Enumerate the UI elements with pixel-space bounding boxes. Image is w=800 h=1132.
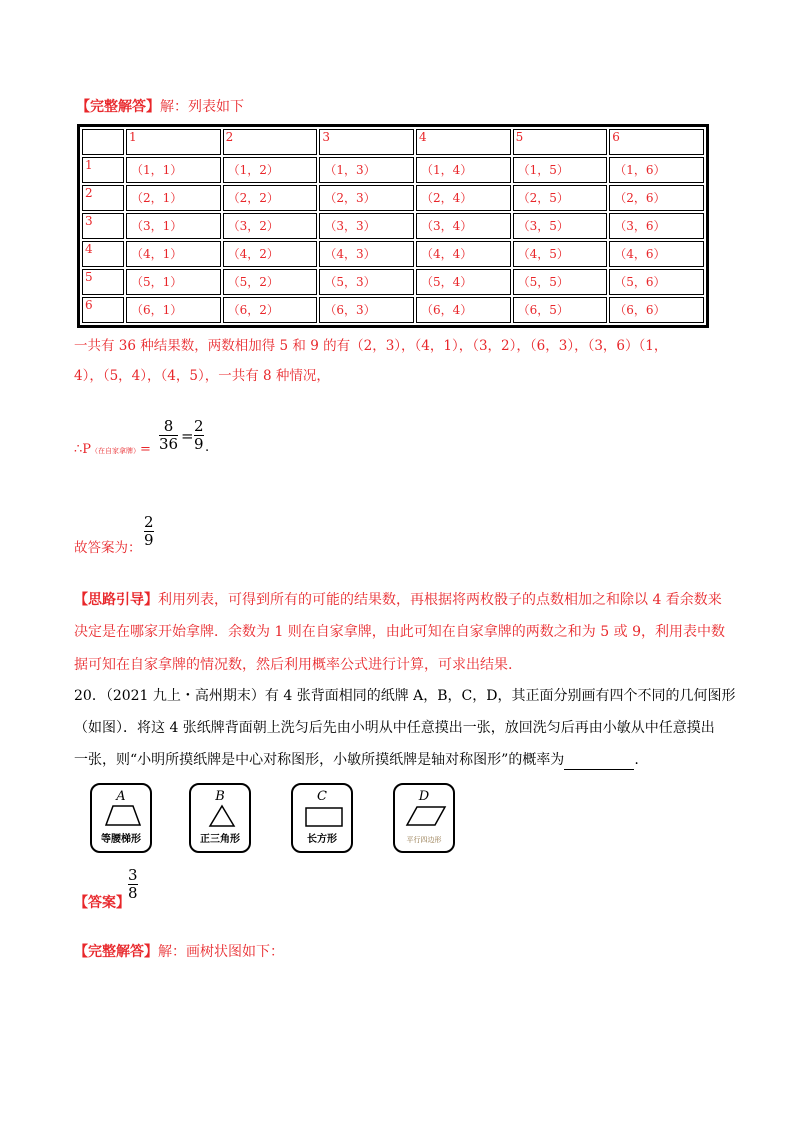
card-label: 等腰梯形	[101, 834, 141, 845]
table-cell: （1，1）	[126, 157, 221, 183]
table-cell: （3，1）	[126, 213, 221, 239]
result-line-2: 4），（5，4），（4，5），一共有 8 种情况，	[74, 368, 330, 384]
solution-2-text: 解：画树状图如下：	[158, 944, 284, 960]
card-b	[189, 783, 251, 853]
solution-heading	[76, 97, 244, 117]
parallelogram-icon	[395, 803, 457, 829]
probability-subscript: （在自家拿牌）	[91, 447, 141, 455]
dice-outcome-table	[77, 124, 709, 328]
table-row-header: 1	[82, 157, 124, 183]
table-cell: （6，5）	[513, 297, 608, 323]
fraction-denominator: 36	[159, 435, 179, 453]
probability-equals-2: =	[181, 427, 194, 445]
card-a	[90, 783, 152, 853]
table-cell: （2，4）	[416, 185, 511, 211]
table-header-cell: 4	[416, 129, 511, 155]
fraction-denominator: 9	[144, 531, 154, 549]
fraction-numerator: 3	[128, 866, 138, 884]
hint-text-1: 利用列表，可得到所有的可能的结果数，再根据将两枚骰子的点数相加之和除以 4 看余数来	[158, 592, 722, 608]
card-letter: D	[418, 789, 430, 804]
table-header-cell: 5	[513, 129, 608, 155]
table-cell: （5，6）	[609, 269, 704, 295]
question-20-line-2: （如图）．将这 4 张纸牌背面朝上洗匀后先由小明从中任意摸出一张，放回洗匀后再由小敏从中任意摸出	[74, 720, 715, 736]
result-line-1: 一共有 36 种结果数，两数相加得 5 和 9 的有（2，3），（4，1），（3，2），（6，3），（3，6）（1，	[74, 338, 668, 354]
solution-2-tag: 【完整解答】	[74, 944, 158, 960]
solution-intro: 解：列表如下	[160, 99, 244, 115]
card-c	[291, 783, 353, 853]
question-20-text-3: 一张，则“小明所摸纸牌是中心对称图形，小敏所摸纸牌是轴对称图形”的概率为	[74, 752, 565, 768]
table-header-cell: 3	[319, 129, 414, 155]
table-header-cell: 1	[126, 129, 221, 155]
probability-equals: =	[140, 442, 151, 457]
table-cell: （6，3）	[319, 297, 414, 323]
table-cell: （5，4）	[416, 269, 511, 295]
table-cell: （4，1）	[126, 241, 221, 267]
answer-blank	[564, 755, 634, 770]
fraction-numerator: 2	[194, 417, 204, 435]
table-header-cell	[82, 129, 124, 155]
card-label: 平行四边形	[406, 836, 442, 844]
probability-prefix	[74, 442, 151, 457]
answer-20-tag: 【答案】	[74, 895, 130, 911]
equilateral-triangle-icon	[191, 803, 253, 829]
table-row-header: 4	[82, 241, 124, 267]
fraction-numerator: 8	[163, 417, 174, 435]
table-cell: （5，5）	[513, 269, 608, 295]
table-row	[82, 297, 704, 323]
table-cell: （2，5）	[513, 185, 608, 211]
solution-tag: 【完整解答】	[76, 99, 160, 115]
hint-tag: 【思路引导】	[74, 592, 158, 608]
table-cell: （3，3）	[319, 213, 414, 239]
card-label: 长方形	[307, 834, 337, 845]
hint-line-3: 据可知在自家拿牌的情况数，然后利用概率公式进行计算，可求出结果.	[74, 657, 513, 673]
table-cell: （2，6）	[609, 185, 704, 211]
table-cell: （1，5）	[513, 157, 608, 183]
card-letter: B	[215, 789, 225, 804]
table-row	[82, 241, 704, 267]
table-cell: （6，1）	[126, 297, 221, 323]
table-row-header: 2	[82, 185, 124, 211]
table-cell: （5，1）	[126, 269, 221, 295]
table-cell: （4，4）	[416, 241, 511, 267]
table-cell: （4，5）	[513, 241, 608, 267]
table-header-row	[82, 129, 704, 155]
table-cell: （4，2）	[223, 241, 318, 267]
hint-line-1	[74, 590, 722, 610]
table-row-header: 3	[82, 213, 124, 239]
fraction-numerator: 2	[144, 513, 154, 531]
card-letter: A	[116, 789, 126, 804]
table-cell: （3，2）	[223, 213, 318, 239]
table-cell: （6，2）	[223, 297, 318, 323]
table-cell: （1，4）	[416, 157, 511, 183]
table-cell: （2，1）	[126, 185, 221, 211]
probability-p: ∴P	[74, 442, 92, 457]
probability-fraction-1	[159, 418, 178, 453]
table-cell: （1，6）	[609, 157, 704, 183]
table-row	[82, 213, 704, 239]
card-d	[393, 783, 455, 853]
table-cell: （2，3）	[319, 185, 414, 211]
table-cell: （1，2）	[223, 157, 318, 183]
probability-period: .	[205, 440, 210, 455]
table-cell: （3，5）	[513, 213, 608, 239]
table-row-header: 6	[82, 297, 124, 323]
question-20-line-3	[74, 750, 639, 770]
table-row	[82, 269, 704, 295]
isosceles-trapezoid-icon	[92, 803, 154, 829]
question-20-line-1: 20．（2021 九上・高州期末）有 4 张背面相同的纸牌 A，B，C，D，其正面分别画有四个不同的几何图形	[74, 688, 736, 704]
fraction-denominator: 8	[128, 884, 138, 902]
table-row	[82, 157, 704, 183]
question-20-period: .	[634, 752, 639, 768]
rectangle-icon	[293, 803, 355, 829]
table-header-cell: 6	[609, 129, 704, 155]
table-cell: （3，4）	[416, 213, 511, 239]
table-row-header: 5	[82, 269, 124, 295]
table-cell: （6，4）	[416, 297, 511, 323]
table-cell: （1，3）	[319, 157, 414, 183]
answer-label: 故答案为：	[74, 540, 142, 556]
table-cell: （6，6）	[609, 297, 704, 323]
table-cell: （3，6）	[609, 213, 704, 239]
answer-fraction	[144, 514, 154, 549]
table-row	[82, 185, 704, 211]
table-header-cell: 2	[223, 129, 318, 155]
table-cell: （2，2）	[223, 185, 318, 211]
card-label: 正三角形	[200, 834, 240, 845]
probability-fraction-2	[194, 418, 204, 453]
table-cell: （5，3）	[319, 269, 414, 295]
table-cell: （4，3）	[319, 241, 414, 267]
fraction-denominator: 9	[194, 435, 204, 453]
card-letter: C	[317, 789, 327, 804]
answer-20-fraction	[128, 867, 138, 902]
table-cell: （4，6）	[609, 241, 704, 267]
solution-2-heading	[74, 942, 284, 962]
hint-line-2: 决定是在哪家开始拿牌．余数为 1 则在自家拿牌，由此可知在自家拿牌的两数之和为 5 或 9，利用表中数	[74, 624, 725, 640]
table-cell: （5，2）	[223, 269, 318, 295]
